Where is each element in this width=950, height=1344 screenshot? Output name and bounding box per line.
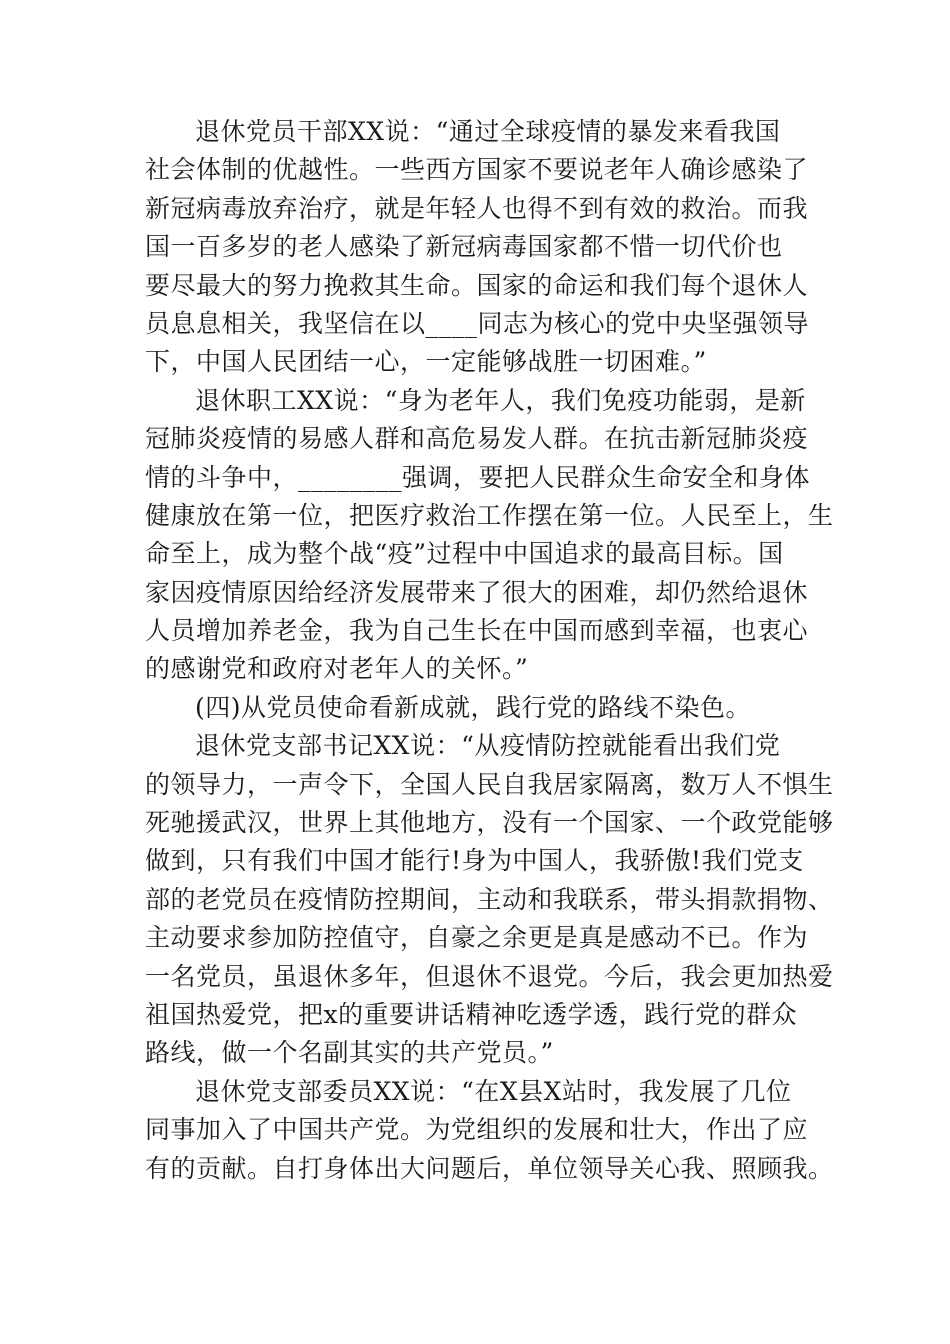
text-line: 冠肺炎疫情的易感人群和高危易发人群。在抗击新冠肺炎疫 xyxy=(145,424,809,454)
text-line: 退休党支部书记XX说：“从疫情防控就能看出我们党 xyxy=(195,731,781,761)
text-line: 有的贡献。自打身体出大问题后，单位领导关心我、照顾我。 xyxy=(145,1153,834,1183)
text-line: 命至上，成为整个战“疫”过程中中国追求的最高目标。国 xyxy=(145,539,784,569)
text-line: 一名党员，虽退休多年，但退休不退党。今后，我会更加热爱 xyxy=(145,961,834,991)
text-line: 人员增加养老金，我为自己生长在中国而感到幸福，也衷心 xyxy=(145,616,809,646)
text-line: 国一百多岁的老人感染了新冠病毒国家都不惜一切代价也 xyxy=(145,232,783,262)
text-line: 下，中国人民团结一心，一定能够战胜一切困难。” xyxy=(145,347,707,377)
text-line: 的感谢党和政府对老年人的关怀。” xyxy=(145,654,529,684)
text-line: 员息息相关，我坚信在以____同志为核心的党中央坚强领导 xyxy=(145,308,810,338)
text-line: 退休职工XX说：“身为老年人，我们免疫功能弱，是新 xyxy=(195,385,806,415)
text-line: 做到，只有我们中国才能行!身为中国人，我骄傲!我们党支 xyxy=(145,846,804,876)
text-line: 新冠病毒放弃治疗，就是年轻人也得不到有效的救治。而我 xyxy=(145,193,809,223)
document-body xyxy=(145,113,834,1188)
text-line: 健康放在第一位，把医疗救治工作摆在第一位。人民至上，生 xyxy=(145,500,834,530)
text-line: 同事加入了中国共产党。为党组织的发展和壮大，作出了应 xyxy=(145,1115,809,1145)
text-line: 社会体制的优越性。一些西方国家不要说老年人确诊感染了 xyxy=(145,155,809,185)
text-line: 要尽最大的努力挽救其生命。国家的命运和我们每个退休人 xyxy=(145,270,809,300)
text-line: 主动要求参加防控值守，自豪之余更是真是感动不已。作为 xyxy=(145,923,809,953)
text-line: (四)从党员使命看新成就，践行党的路线不染色。 xyxy=(195,692,752,722)
text-line: 家因疫情原因给经济发展带来了很大的困难，却仍然给退休 xyxy=(145,577,809,607)
text-line: 退休党员干部XX说：“通过全球疫情的暴发来看我国 xyxy=(195,117,781,146)
text-line: 部的老党员在疫情防控期间，主动和我联系，带头捐款捐物、 xyxy=(145,884,834,914)
text-line: 情的斗争中，________强调，要把人民群众生命安全和身体 xyxy=(145,462,811,492)
text-line: 退休党支部委员XX说：“在X县X站时，我发展了几位 xyxy=(195,1076,792,1106)
text-line: 死驰援武汉，世界上其他地方，没有一个国家、一个政党能够 xyxy=(145,808,834,838)
text-line: 的领导力，一声令下，全国人民自我居家隔离，数万人不惧生 xyxy=(145,769,834,799)
text-line: 祖国热爱党，把x的重要讲话精神吃透学透，践行党的群众 xyxy=(145,999,798,1029)
text-line: 路线，做一个名副其实的共产党员。” xyxy=(145,1038,554,1068)
